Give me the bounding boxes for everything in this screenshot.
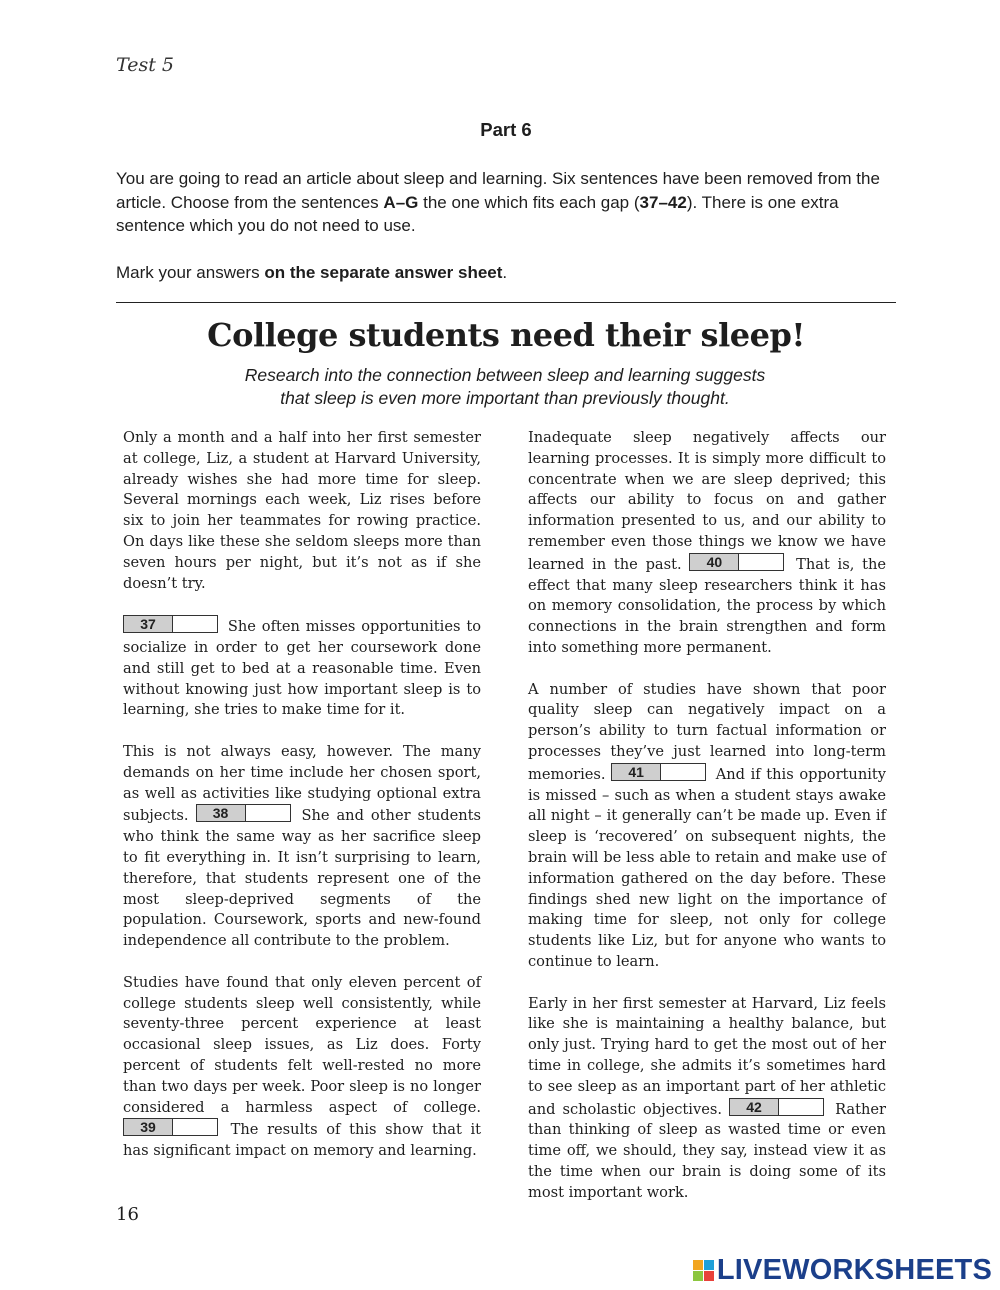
gap-number: 40 bbox=[690, 554, 739, 570]
text-run: the one which fits each gap ( bbox=[418, 192, 640, 212]
gap-number: 39 bbox=[124, 1119, 173, 1135]
article-paragraph bbox=[528, 994, 886, 1204]
text-run: A number of studies have shown that poor quality sleep can negatively impact on a person’s ability to turn factual information or processes they’ve just learned into long-term memories. bbox=[528, 680, 886, 783]
answer-gap-37[interactable] bbox=[123, 615, 218, 633]
article-title: College students need their sleep! bbox=[207, 316, 805, 354]
divider-line bbox=[116, 302, 896, 303]
text-run: Mark your answers bbox=[116, 262, 265, 282]
instructions-mark-answers bbox=[116, 261, 898, 285]
text-run: The results of this show that it has significant impact on memory and learning. bbox=[123, 1121, 481, 1160]
liveworksheets-logo-icon bbox=[693, 1260, 714, 1281]
article-column-left bbox=[123, 428, 481, 1183]
text-run: Rather than thinking of sleep as wasted time or even time off, we should, they say, instead view it as the time when our brain is doing some of its most important work. bbox=[528, 1100, 886, 1201]
article-paragraph bbox=[123, 428, 481, 594]
logo-text: LIVEWORKSHEETS bbox=[716, 1253, 992, 1286]
text-run: Early in her first semester at Harvard, Liz feels like she is maintaining a healthy balance, but only just. Trying hard to get the most out of her time in college, she admits it’s sometimes hard to see sleep as an important part of her athletic and scholastic objectives. bbox=[528, 994, 886, 1118]
text-run: This is not always easy, however. The many demands on her time include her chosen sport, as well as activities like studying optional extra subjects. bbox=[123, 742, 481, 825]
bold-text: on the separate answer sheet bbox=[264, 262, 503, 282]
answer-gap-41[interactable] bbox=[611, 763, 706, 781]
gap-number: 38 bbox=[197, 805, 246, 821]
subtitle-line: Research into the connection between sleep and learning suggests bbox=[244, 365, 766, 385]
logo-square bbox=[704, 1260, 714, 1270]
logo-square bbox=[693, 1271, 703, 1281]
gap-number: 41 bbox=[612, 764, 661, 780]
test-label: Test 5 bbox=[116, 54, 174, 76]
text-run: Only a month and a half into her first semester at college, Liz, a student at Harvard University, already wishes she had more time for sleep. Several mornings each week, Liz rises before six to join her teammates for rowing practice. On days like these she seldom sleeps more than seven hours per night, but it’s not as if she doesn’t try. bbox=[123, 429, 481, 592]
part-title: Part 6 bbox=[480, 119, 532, 140]
text-run: Inadequate sleep negatively affects our learning processes. It is simply more difficult to concentrate when we are sleep deprived; this affects our ability to focus on and gather information presented to us, and our ability to remember even those things we know we have learned in the past. bbox=[528, 429, 886, 573]
answer-gap-38[interactable] bbox=[196, 804, 291, 822]
logo-square bbox=[704, 1271, 714, 1281]
answer-gap-40[interactable] bbox=[689, 553, 784, 571]
text-run: She and other students who think the same way as her sacrifice sleep to fit everything in. It isn’t surprising to learn, therefore, that students represent one of the most sleep-deprived segments of the population. Coursework, sports and new-found independence all contribute to the problem. bbox=[123, 807, 481, 950]
text-run: Studies have found that only eleven percent of college students sleep well consistently, while seventy-three percent experience at least occasional sleep issues, as Liz does. Forty percent of students felt well-rested no more than two days per week. Poor sleep is no longer considered a harmless aspect of college. bbox=[123, 973, 481, 1116]
gap-number: 42 bbox=[730, 1099, 779, 1115]
article-paragraph bbox=[123, 615, 481, 721]
text-run: She often misses opportunities to socialize in order to get her coursework done and still get to bed at a reasonable time. Even without knowing just how important sleep is to learning, she tries to make time for it. bbox=[123, 618, 481, 719]
text-run: . bbox=[502, 262, 508, 282]
page-number: 16 bbox=[116, 1204, 139, 1225]
article-paragraph bbox=[123, 742, 481, 952]
answer-gap-39[interactable] bbox=[123, 1118, 218, 1136]
text-run: That is, the effect that many sleep researchers think it has on memory consolidation, the process by which connections in the brain strengthen and form into something more permanent. bbox=[528, 555, 886, 656]
text-run: And if this opportunity is missed – such as when a student stays awake all night – it generally can’t be made up. Even if sleep is ‘recovered’ on subsequent nights, the brain will be less able to retain and make use of information gathered on the day before. These findings shed new light on the importance of making time for sleep, not only for college students like Liz, but for anyone who wants to continue to learn. bbox=[528, 765, 886, 970]
subtitle-line: that sleep is even more important than previously thought. bbox=[280, 388, 730, 408]
gap-number: 37 bbox=[124, 616, 173, 632]
article-paragraph bbox=[123, 973, 481, 1162]
answer-gap-42[interactable] bbox=[729, 1098, 824, 1116]
liveworksheets-logo bbox=[693, 1253, 992, 1287]
text-run: ). There is one extra sentence which you do not need to use. bbox=[116, 192, 839, 235]
instructions bbox=[116, 167, 898, 284]
bold-text: A–G bbox=[383, 192, 419, 212]
article-paragraph bbox=[528, 428, 886, 659]
instructions-intro bbox=[116, 167, 898, 238]
article-column-right bbox=[528, 428, 886, 1224]
article-subtitle bbox=[190, 364, 820, 410]
logo-square bbox=[693, 1260, 703, 1270]
bold-text: 37–42 bbox=[639, 192, 687, 212]
article-paragraph bbox=[528, 680, 886, 973]
text-run: You are going to read an article about sleep and learning. Six sentences have been removed from the article. Choose from the sentences bbox=[116, 169, 880, 212]
